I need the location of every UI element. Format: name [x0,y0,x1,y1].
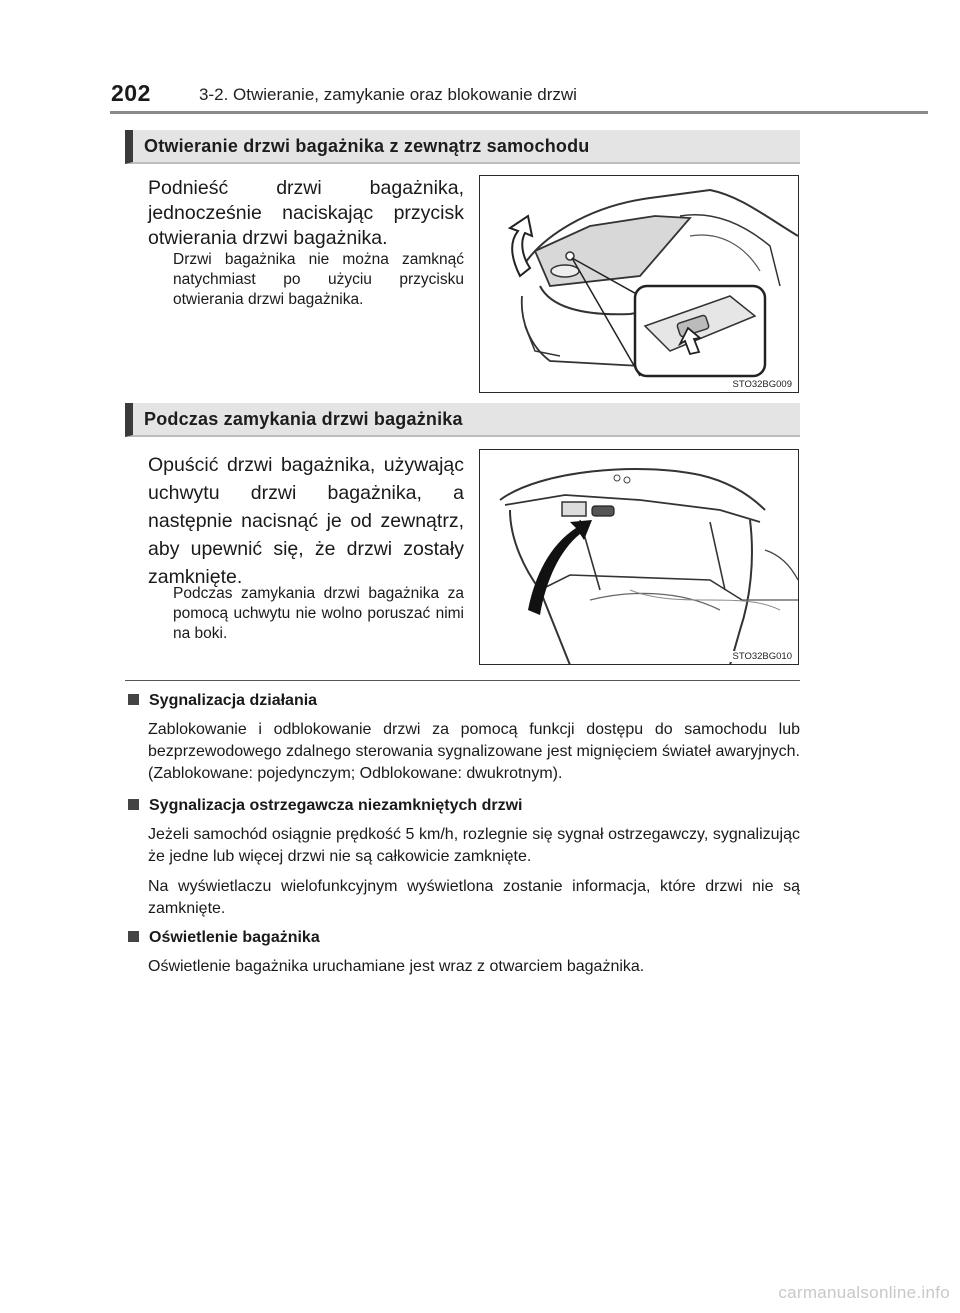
step-text: Opuścić drzwi bagażnika, używając uchwytu drzwi bagażnika, a następnie nacisnąć je od zewnątrz, aby upewnić się, że drzwi zostały zamknięte. [148,454,464,588]
note-heading-open-door-warning: Sygnalizacja ostrzegawcza niezamkniętych drzwi [128,797,522,815]
figure-code: STO32BG009 [732,379,792,390]
header-rule [110,111,928,114]
note-text: Drzwi bagażnika nie można zamknąć natychmiast po użyciu przycisku otwierania drzwi bagażnika. [173,251,464,308]
figure-back-door-opening [479,175,799,393]
section-heading-closing [125,403,800,437]
section-heading-text: Podczas zamykania drzwi bagażnika [144,409,463,429]
note-heading-luggage-light: Oświetlenie bagażnika [128,929,320,947]
figure-code: STO32BG010 [732,651,792,662]
note-text: Podczas zamykania drzwi bagażnika za pomocą uchwytu nie wolno poruszać nimi na boki. [173,585,464,642]
note-heading-operation-signal: Sygnalizacja działania [128,692,317,710]
back-door-closing-illustration [480,450,799,665]
note-paragraph: Oświetlenie bagażnika uruchamiane jest wraz z otwarciem bagażnika. [148,958,645,975]
note-paragraph: Jeżeli samochód osiągnie prędkość 5 km/h, rozlegnie się sygnał ostrzegawczy, sygnalizując że jedne lub więcej drzwi nie są całkowicie zamknięte. [148,826,800,865]
section-heading-text: Otwieranie drzwi bagażnika z zewnątrz samochodu [144,136,590,156]
square-bullet-icon [128,799,139,810]
page-number: 202 [111,80,151,106]
figure-back-door-closing [479,449,799,665]
note-paragraph: Zablokowanie i odblokowanie drzwi za pomocą funkcji dostępu do samochodu lub bezprzewodowego zdalnego sterowania sygnalizowane jest mignięciem świateł awaryjnych. (Zablokowane: pojedynczym; Odblokowane: dwukrotnym). [148,721,800,782]
step-text: Podnieść drzwi bagażnika, jednocześnie naciskając przycisk otwierania drzwi bagażnika. [148,177,464,249]
section-divider [125,680,800,681]
square-bullet-icon [128,931,139,942]
back-door-opening-illustration [480,176,799,393]
square-bullet-icon [128,694,139,705]
chapter-title: 3-2. Otwieranie, zamykanie oraz blokowanie drzwi [199,85,577,104]
note-paragraph: Na wyświetlaczu wielofunkcyjnym wyświetlona zostanie informacja, które drzwi nie są zamknięte. [148,878,800,917]
watermark: carmanualsonline.info [778,1283,950,1302]
section-heading-opening-outside [125,130,800,164]
